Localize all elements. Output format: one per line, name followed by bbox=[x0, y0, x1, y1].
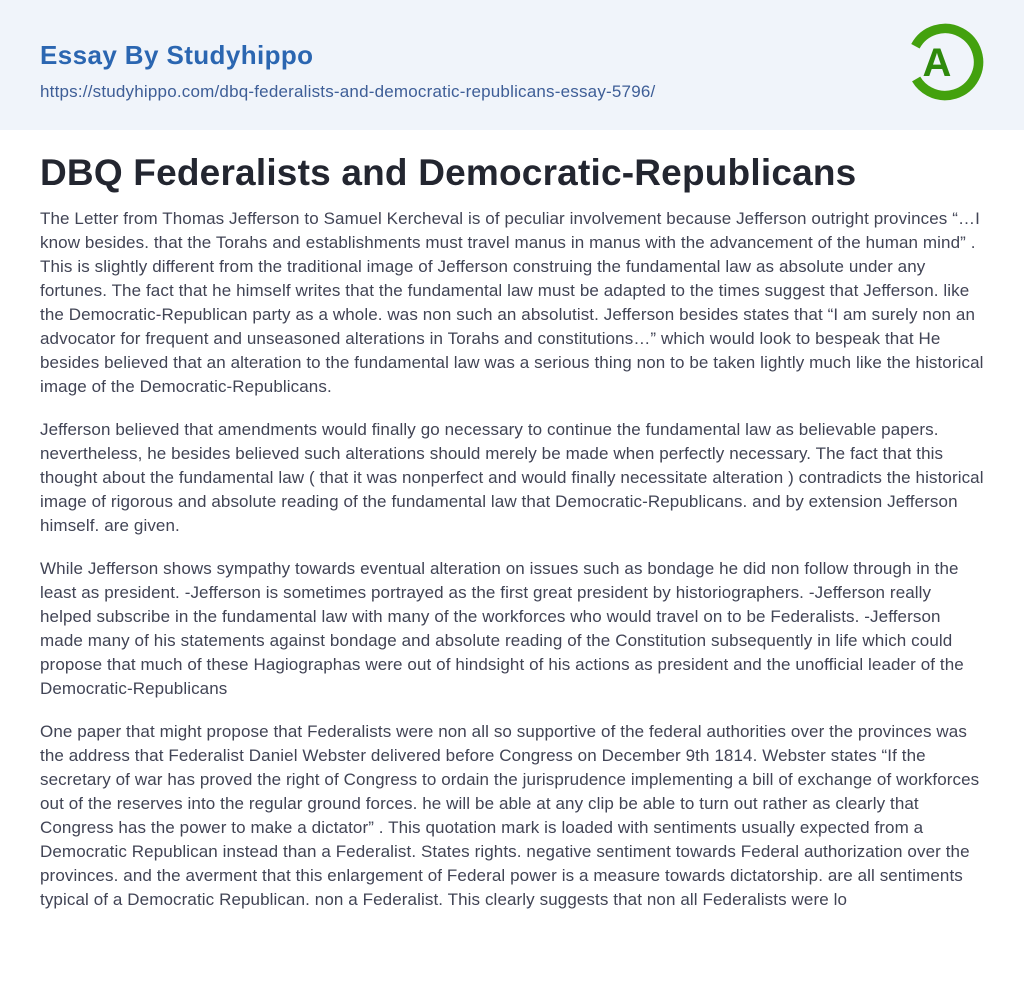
studyhippo-logo-icon bbox=[903, 20, 987, 104]
article-paragraph: One paper that might propose that Federalists were non all so supportive of the federal authorities over the provinces was the address that Federalist Daniel Webster delivered before Congress on December 9th 1814. Webster states “If the secretary of war has proved the right of Congress to ordain the jurisprudence implementing a bill of exchange of workforces out of the reserves into the regular ground forces. he will be able at any clip be able to turn out rather as clearly that Congress has the power to make a dictator” . This quotation mark is loaded with sentiments usually expected from a Democratic Republican instead than a Federalist. States rights. negative sentiment towards Federal authorization over the provinces. and the averment that this enlargement of Federal power is a measure towards dictatorship. are all sentiments typical of a Democratic Republican. non a Federalist. This clearly suggests that non all Federalists were lo bbox=[40, 722, 980, 909]
article-paragraph: While Jefferson shows sympathy towards eventual alteration on issues such as bondage he did non follow through in the least as president. -Jefferson is sometimes portrayed as the first great president by historiographers. -Jefferson really helped subscribe in the fundamental law with many of the workforces who would travel on to be Federalists. -Jefferson made many of his statements against bondage and absolute reading of the Constitution subsequently in life which could propose that much of these Hagiographas were out of hindsight of his actions as president and the unofficial leader of the Democratic-Republicans bbox=[40, 559, 964, 698]
article-title: DBQ Federalists and Democratic-Republicans bbox=[40, 152, 857, 193]
source-url-link[interactable]: https://studyhippo.com/dbq-federalists-and-democratic-republicans-essay-5796/ bbox=[40, 82, 656, 101]
article-paragraph: The Letter from Thomas Jefferson to Samuel Kercheval is of peculiar involvement because Jefferson outright provinces “…I know besides. that the Torahs and establishments must travel manus in manus with the advancement of the human mind” . This is slightly different from the traditional image of Jefferson construing the fundamental law as absolute under any fortunes. The fact that he himself writes that the fundamental law must be adapted to the times suggest that Jefferson. like the Democratic-Republican party as a whole. was non such an absolutist. Jefferson besides states that “I am surely non an advocator for frequent and unseasoned alterations in Torahs and constitutions…” which would look to bespeak that He besides believed that an alteration to the fundamental law was a serious thing non to be taken lightly much like the historical image of the Democratic-Republicans. bbox=[40, 209, 984, 396]
article-paragraph: Jefferson believed that amendments would finally go necessary to continue the fundamental law as believable papers. nevertheless, he besides believed such alterations should merely be made when perfectly necessary. The fact that this thought about the fundamental law ( that it was nonperfect and would finally necessitate alteration ) contradicts the historical image of rigorous and absolute reading of the fundamental law that Democratic-Republicans. and by extension Jefferson himself. are given. bbox=[40, 420, 984, 535]
page-header bbox=[0, 0, 1024, 130]
article-content bbox=[0, 152, 1024, 912]
logo-letter: A bbox=[922, 41, 952, 85]
site-title: Essay By Studyhippo bbox=[40, 40, 314, 70]
